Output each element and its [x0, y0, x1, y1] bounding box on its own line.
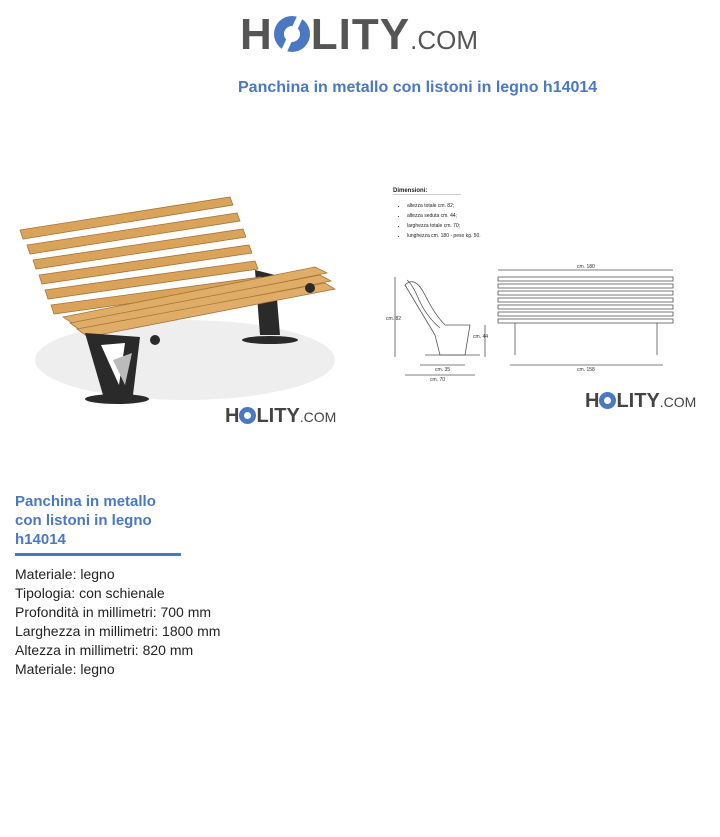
spec-line: Materiale: legno: [15, 661, 115, 677]
spec-line: Larghezza in millimetri: 1800 mm: [15, 623, 221, 639]
dim-cm70: cm. 70: [430, 377, 446, 383]
dimension-item: • larghezza totale cm. 70;: [407, 223, 513, 229]
spec-line: Altezza in millimetri: 820 mm: [15, 642, 194, 658]
spec-line: Profondità in millimetri: 700 mm: [15, 604, 212, 620]
watermark-right: H LITY.COM: [585, 390, 697, 412]
site-logo[interactable]: [240, 10, 485, 70]
dim-cm82: cm. 82: [386, 316, 402, 322]
dim-cm35: cm. 35: [435, 367, 451, 373]
watermark-o-icon: [599, 392, 616, 409]
product-specs: [15, 565, 220, 679]
logo-text: LITY: [310, 10, 411, 59]
spec-line: Tipologia: con schienale: [15, 585, 165, 601]
dim-cm180: cm. 180: [577, 264, 595, 270]
dimensions-box: [393, 188, 513, 243]
title-underline: [15, 553, 181, 556]
watermark-o-icon: [239, 407, 256, 424]
watermark-left: H LITY.COM: [225, 405, 337, 427]
logo-o-icon: [274, 16, 310, 52]
page-title: Panchina in metallo con listoni in legno h14014: [238, 79, 598, 96]
dim-cm44: cm. 44: [473, 334, 489, 340]
bench-photo: [15, 185, 340, 430]
dimensions-heading: Dimensioni:: [393, 188, 461, 195]
product-title: Panchina in metallo con listoni in legno h14014: [15, 493, 156, 548]
dimension-item: • altezza seduta cm. 44;: [407, 213, 513, 219]
dimension-item: • altezza totale cm. 82;: [407, 203, 513, 209]
logo-letter-h: H: [240, 10, 273, 59]
logo-com: .COM: [410, 25, 478, 55]
dim-cm158: cm. 158: [577, 367, 595, 373]
spec-line: Materiale: legno: [15, 566, 115, 582]
dimension-item: • lunghezza cm. 180 - peso kg. 50.: [407, 233, 513, 239]
